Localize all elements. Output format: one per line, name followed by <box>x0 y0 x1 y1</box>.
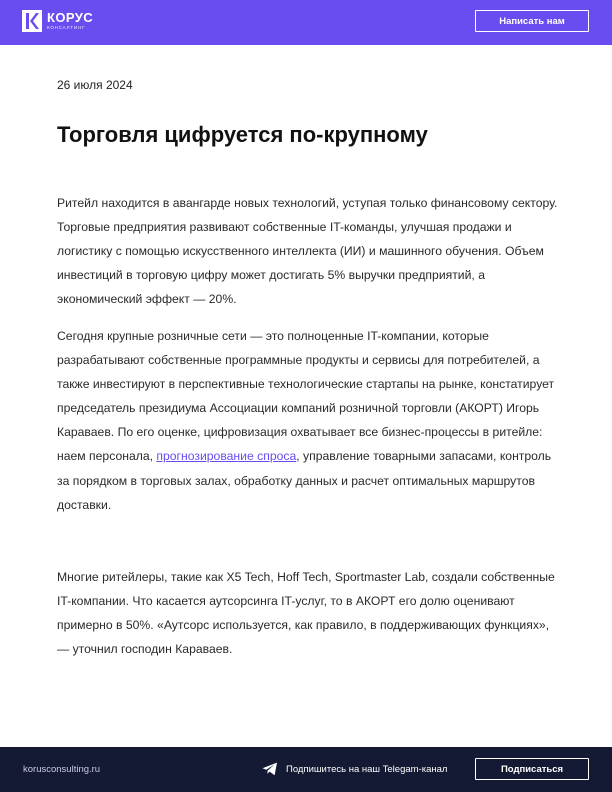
telegram-subscribe-text[interactable]: Подпишитесь на наш Telegam-канал <box>286 764 448 775</box>
demand-forecast-link[interactable]: прогнозирование спроса <box>156 449 297 464</box>
article-date: 26 июля 2024 <box>57 78 133 92</box>
subscribe-button[interactable]: Подписаться <box>475 758 589 780</box>
footer-bar <box>0 747 612 792</box>
logo-subtitle: КОНСАЛТИНГ <box>47 25 86 31</box>
article-paragraph-3: Многие ритейлеры, такие как X5 Tech, Hoff Tech, Sportmaster Lab, создали собственные IT-компании. Что касается аутсорсинга IT-услуг, то в АКОРТ его долю оценивают примерно в 50%. «Аутсорс используется, как правило, в поддерживающих функциях»,— уточнил господин Караваев. <box>57 570 555 657</box>
article-paragraph-1: Ритейл находится в авангарде новых технологий, уступая только финансовому сектору. Торговые предприятия развивают собственные IT-команды, улучшая продажи и логистику с помощью искусственного интеллекта (ИИ) и машинного обучения. Объем инвестиций в торговую цифру может достигать 5% выручки предприятий, а экономический эффект — 20%. <box>57 196 558 307</box>
paragraph-2-text-end: , управление товарными запасами, контроль за порядком в торговых залах, обработку данных и расчет оптимальных маршрутов доставки. <box>57 449 552 512</box>
telegram-icon[interactable] <box>262 762 278 776</box>
paragraph-2-text-start: Сегодня крупные розничные сети — это полноценные IT-компании, которые разрабатывают собственные программные продукты и сервисы для потребителей, а также инвестируют в перспективные технологические стартапы на рынке, констатирует председатель президиума Ассоциации компаний розничной торговли (АКОРТ) Игорь Караваев. По его оценке, цифровизация охватывает все бизнес-процессы в ритейле: наем персонала, <box>57 329 555 464</box>
footer-site-link[interactable]: korusconsulting.ru <box>23 764 101 775</box>
contact-button[interactable]: Написать нам <box>475 10 589 32</box>
header-bar <box>0 0 612 45</box>
article-paragraph-2 <box>57 324 559 517</box>
korus-logo-icon <box>22 10 42 32</box>
article-title: Торговля цифруется по-крупному <box>57 122 428 147</box>
logo-text <box>47 11 93 31</box>
logo-name: КОРУС <box>47 10 94 26</box>
logo[interactable] <box>22 10 93 32</box>
